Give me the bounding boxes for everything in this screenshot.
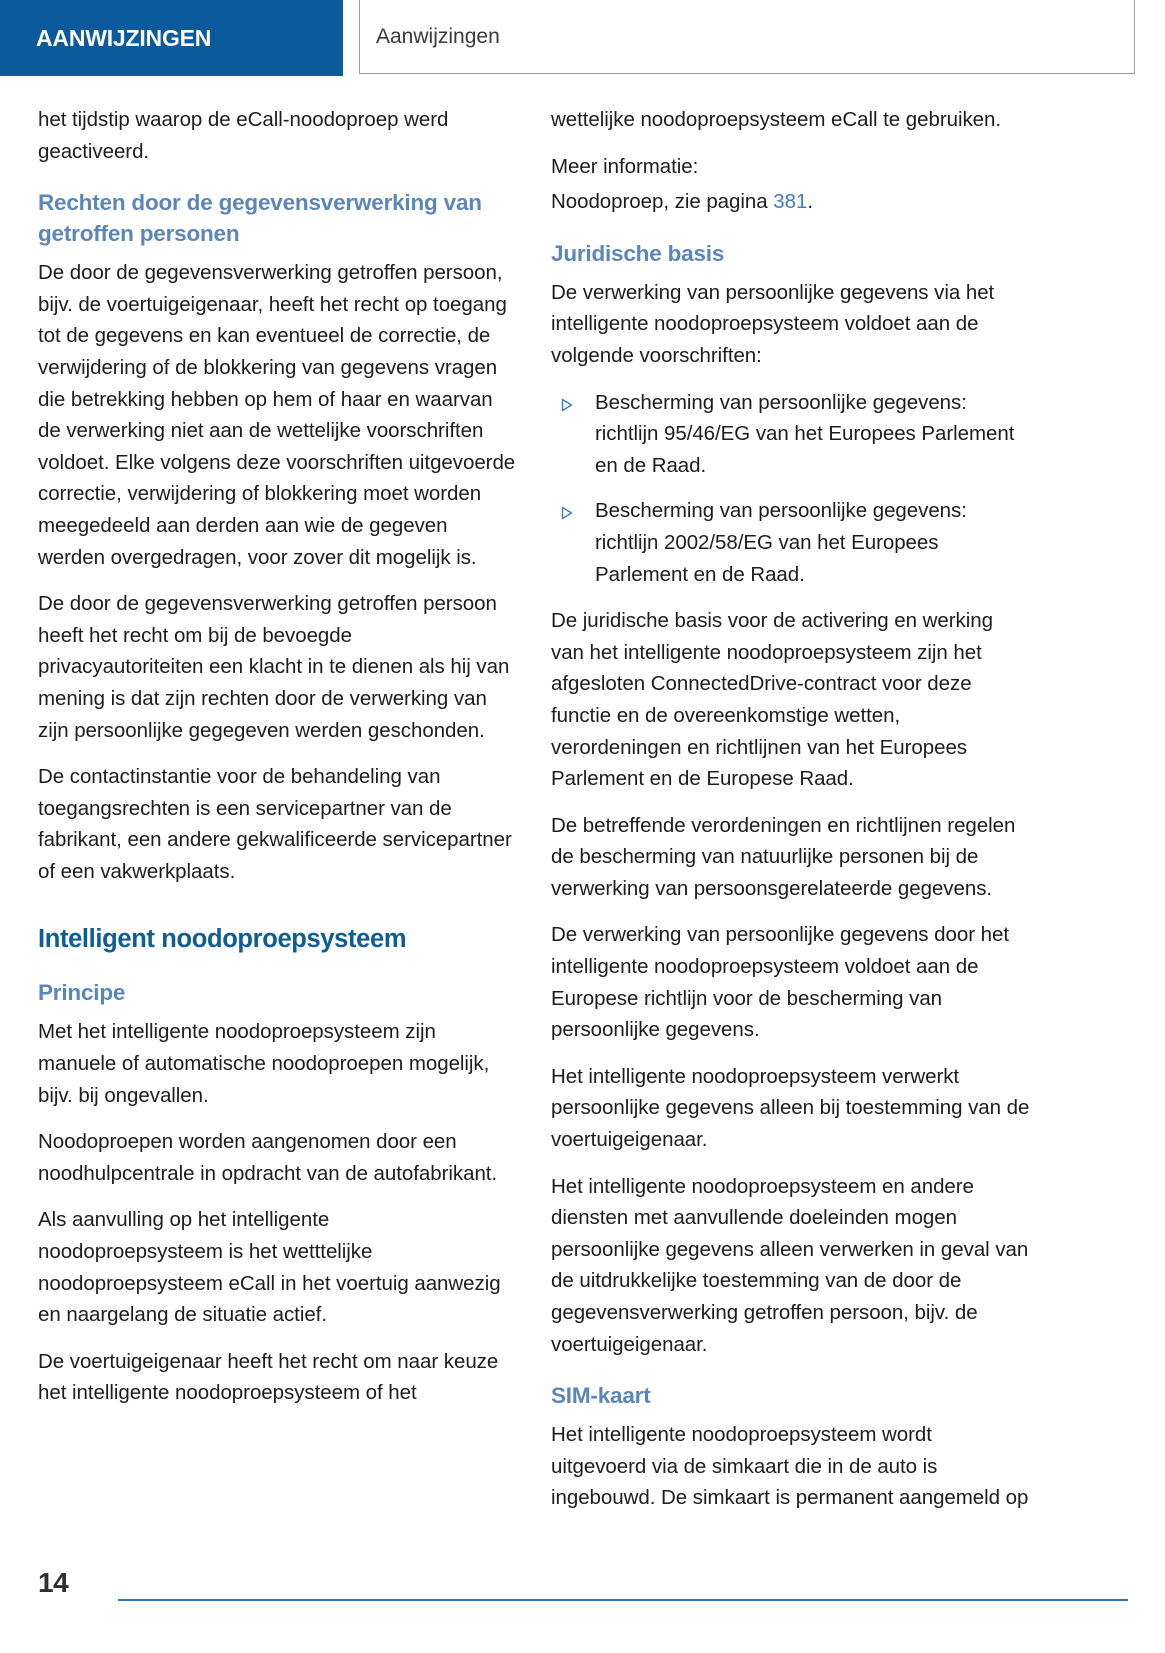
heading-sim-kaart: SIM-kaart: [551, 1383, 651, 1409]
cross-reference-noodoproep: [551, 186, 1031, 218]
heading-principe: Principe: [38, 980, 126, 1006]
page-footer: [0, 1567, 1165, 1607]
right-column: [551, 104, 1031, 1529]
breadcrumb: [359, 0, 1135, 74]
cross-reference-text: Noodoproep, zie pagina: [551, 190, 774, 214]
paragraph-meer-informatie: Meer informatie:: [551, 154, 699, 178]
list-item: [551, 495, 1031, 590]
chapter-tab: [0, 0, 343, 76]
paragraph-rights-3: De contactinstantie voor de behandeling van toegangsrechten is een servicepartner van de fabrikant, een andere gekwalificeerde servicepartner of een vakwerkplaats.: [38, 765, 512, 883]
heading-intelligent-noodoproepsysteem: Intelligent noodoproepsysteem: [38, 925, 407, 954]
paragraph-principe-4: De voertuigeigenaar heeft het recht om naar keuze het intelligente noodoproepsysteem of het: [38, 1349, 499, 1405]
paragraph-continued: het tijdstip waarop de eCall-noodoproep werd geactiveerd.: [38, 108, 449, 163]
page-header: [0, 0, 1165, 76]
list-item-label: Bescherming van persoonlijke gegevens: richtlijn 2002/58/EG van het Europees Parlement en de Raad.: [595, 499, 967, 586]
paragraph-rights-2: De door de gegevensverwerking getroffen persoon heeft het recht om bij de bevoegde privacyautoriteiten een klacht in te dienen als hij van mening is dat zijn rechten door de verwerking van zijn persoonlijke gegegeven werden geschonden.: [38, 592, 510, 742]
paragraph-juridische-5: Het intelligente noodoproepsysteem en andere diensten met aanvullende doeleinden mogen persoonlijke gegevens alleen verwerken in geval van de uitdrukkelijke toestemming van de door de gegevensverwerking getroffen persoon, bijv. de voertuigeigenaar.: [551, 1174, 1029, 1356]
heading-juridische-basis: Juridische basis: [551, 240, 725, 266]
chapter-tab-label: AANWIJZINGEN: [36, 24, 212, 51]
page-number: 14: [38, 1567, 69, 1598]
paragraph-juridische-2: De betreffende verordeningen en richtlijnen regelen de bescherming van natuurlijke personen bij de verwerking van persoonsgerelateerde gegevens.: [551, 813, 1016, 900]
paragraph-principe-3: Als aanvulling op het intelligente noodoproepsysteem is het wetttelijke noodoproepsysteem eCall in het voertuig aanwezig en naargelang de situatie actief.: [38, 1208, 501, 1327]
paragraph-principe-2: Noodoproepen worden aangenomen door een noodhulpcentrale in opdracht van de autofabrikant.: [38, 1130, 498, 1185]
paragraph-continued: wettelijke noodoproepsysteem eCall te gebruiken.: [551, 108, 1002, 131]
voorschriften-list: [551, 387, 1031, 591]
paragraph-principe-1: Met het intelligente noodoproepsysteem zijn manuele of automatische noodoproepen mogelijk, bijv. bij ongevallen.: [38, 1020, 490, 1107]
left-column: [38, 104, 518, 1424]
list-item: [551, 387, 1031, 482]
list-item-label: Bescherming van persoonlijke gegevens: richtlijn 95/46/EG van het Europees Parlement en de Raad.: [595, 390, 1015, 477]
paragraph-sim-1: Het intelligente noodoproepsysteem wordt uitgevoerd via de simkaart die in de auto is ingebouwd. De simkaart is permanent aangemeld op: [551, 1423, 1029, 1510]
heading-rechten-door-de-gegevensverwerking: Rechten door de gegevensverwerking van getroffen personen: [38, 190, 482, 247]
footer-divider: [118, 1599, 1128, 1601]
cross-reference-period: .: [807, 190, 813, 214]
paragraph-rights-1: De door de gegevensverwerking getroffen persoon, bijv. de voertuigeigenaar, heeft het recht op toegang tot de gegevens en kan eventueel de correctie, de verwijdering of de blokkering van gegevens vragen die betrekking hebben op hem of haar en waarvan de verwerking niet aan de wettelijke voorschriften voldoet. Elke volgens deze voorschriften uitgevoerde correctie, verwijdering of blokkering moet worden meegedeeld aan derden aan wie de gegeven werden overgedragen, voor zover dit mogelijk is.: [38, 261, 516, 569]
breadcrumb-label: Aanwijzingen: [376, 24, 500, 48]
paragraph-juridische-4: Het intelligente noodoproepsysteem verwerkt persoonlijke gegevens alleen bij toestemming van de voertuigeigenaar.: [551, 1064, 1030, 1152]
page-reference-link[interactable]: 381: [773, 190, 808, 214]
paragraph-juridische-intro: De verwerking van persoonlijke gegevens via het intelligente noodoproepsysteem voldoet aan de volgende voorschriften:: [551, 280, 995, 367]
paragraph-juridische-1: De juridische basis voor de activering en werking van het intelligente noodoproepsysteem zijn het afgesloten ConnectedDrive-contract voor deze functie en de overeenkomstige wetten, verordeningen en richtlijnen van het Europees Parlement en de Europese Raad.: [551, 609, 993, 791]
paragraph-juridische-3: De verwerking van persoonlijke gegevens door het intelligente noodoproepsysteem voldoet aan de Europese richtlijn voor de bescherming van persoonlijke gegevens.: [551, 923, 1009, 1042]
